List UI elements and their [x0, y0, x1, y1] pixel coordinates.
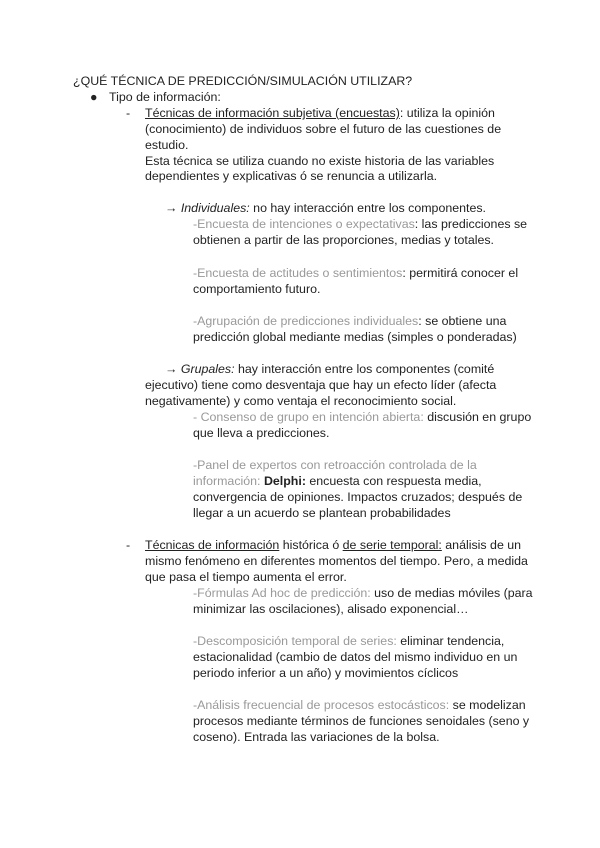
subjetiva-heading: Técnicas de información subjetiva (encuestas): [145, 106, 400, 120]
panel-expertos-line-4: llegar a un acuerdo se plantean probabilidades: [193, 506, 451, 520]
consenso-line-1: [193, 409, 531, 425]
historica-rest: análisis de un: [441, 538, 522, 552]
panel-expertos-line-1: -Panel de expertos con retroacción controlada de la: [193, 458, 477, 472]
encuesta-intenciones-label: -Encuesta de intenciones o expectativas: [193, 217, 415, 231]
consenso-label: - Consenso de grupo en intención abierta:: [193, 410, 424, 424]
analisis-line-2: procesos mediante términos de funciones senoidales (seno y: [193, 714, 530, 728]
historica-serie-temporal: de serie temporal:: [342, 538, 442, 552]
page-title: ¿QUÉ TÉCNICA DE PREDICCIÓN/SIMULACIÓN UTILIZAR?: [73, 74, 413, 88]
panel-expertos-rest: encuesta con respuesta media,: [305, 474, 482, 488]
arrow-icon: →: [165, 201, 178, 215]
descomposicion-label: -Descomposición temporal de series:: [193, 634, 397, 648]
historica-heading: Técnicas de información: [145, 538, 280, 552]
panel-expertos-informacion: información:: [193, 474, 261, 488]
tipo-informacion: Tipo de información:: [109, 90, 221, 104]
analisis-line-1: [193, 697, 526, 713]
descomposicion-rest: eliminar tendencia,: [396, 634, 505, 648]
historica-line-2: mismo fenómeno en diferentes momentos del tiempo. Pero, a medida: [145, 554, 528, 568]
agrupacion-rest: : se obtiene una: [418, 314, 507, 328]
descomposicion-line-3: periodo inferior a un año) y movimientos cíclicos: [193, 666, 459, 680]
agrupacion-line-2: predicción global mediante medias (simples o ponderadas): [193, 330, 517, 344]
formulas-line-2: minimizar las oscilaciones), alisado exponencial…: [193, 602, 469, 616]
analisis-rest: se modelizan: [449, 698, 526, 712]
individuales-rest: no hay interacción entre los componentes.: [249, 201, 486, 215]
descomposicion-line-2: estacionalidad (cambio de datos del mismo individuo en un: [193, 650, 518, 664]
grupales-line-2: ejecutivo) tiene como desventaja que hay un efecto líder (afecta: [145, 378, 497, 392]
dash-marker: -: [126, 538, 131, 552]
analisis-label: -Análisis frecuencial de procesos estocásticos:: [193, 698, 450, 712]
subjetiva-line-4: Esta técnica se utiliza cuando no existe historia de las variables: [145, 154, 495, 168]
grupales-rest: hay interacción entre los componentes (comité: [234, 362, 495, 376]
encuesta-intenciones-line-2: obtienen a partir de las proporciones, medias y totales.: [193, 233, 494, 247]
historica-line-3: que pasa el tiempo aumenta el error.: [145, 570, 347, 584]
subjetiva-line-5: dependientes y explicativas ó se renuncia a utilizarla.: [145, 169, 438, 183]
encuesta-actitudes-label: -Encuesta de actitudes o sentimientos: [193, 266, 403, 280]
encuesta-intenciones-rest: : las predicciones se: [414, 217, 528, 231]
subjetiva-line-1: [145, 105, 495, 121]
delphi-label: Delphi:: [263, 474, 306, 488]
panel-expertos-line-2: [193, 473, 482, 489]
descomposicion-line-1: [193, 633, 504, 649]
historica-mid: histórica ó: [279, 538, 343, 552]
panel-expertos-line-3: convergencia de opiniones. Impactos cruzados; después de: [193, 490, 523, 504]
subjetiva-line-2: (conocimiento) de individuos sobre el futuro de las cuestiones de: [145, 122, 502, 136]
individuales-line: [165, 200, 486, 216]
encuesta-actitudes-line-1: [193, 265, 518, 281]
grupales-line-3: negativamente) y como ventaja el reconocimiento social.: [145, 394, 457, 408]
bullet-icon: ●: [90, 90, 98, 104]
encuesta-actitudes-line-2: comportamiento futuro.: [193, 282, 321, 296]
arrow-icon: →: [165, 362, 178, 376]
dash-marker: -: [126, 106, 131, 120]
grupales-label: Grupales:: [180, 362, 235, 376]
grupales-line-1: [165, 361, 494, 377]
consenso-rest: discusión en grupo: [423, 410, 532, 424]
analisis-line-3: coseno). Entrada las variaciones de la bolsa.: [193, 730, 440, 744]
agrupacion-line-1: [193, 313, 506, 329]
consenso-line-2: que lleva a predicciones.: [193, 426, 330, 440]
formulas-line-1: [193, 585, 533, 601]
formulas-label: -Fórmulas Ad hoc de predicción:: [193, 586, 371, 600]
agrupacion-label: -Agrupación de predicciones individuales: [193, 314, 419, 328]
encuesta-actitudes-rest: : permitirá conocer el: [402, 266, 519, 280]
formulas-rest: uso de medias móviles (para: [370, 586, 533, 600]
subjetiva-line-3: estudio.: [145, 138, 189, 152]
subjetiva-line-1-rest: : utiliza la opinión: [399, 106, 495, 120]
historica-line-1: [145, 537, 521, 553]
individuales-label: Individuales:: [180, 201, 250, 215]
encuesta-intenciones-line-1: [193, 216, 527, 232]
